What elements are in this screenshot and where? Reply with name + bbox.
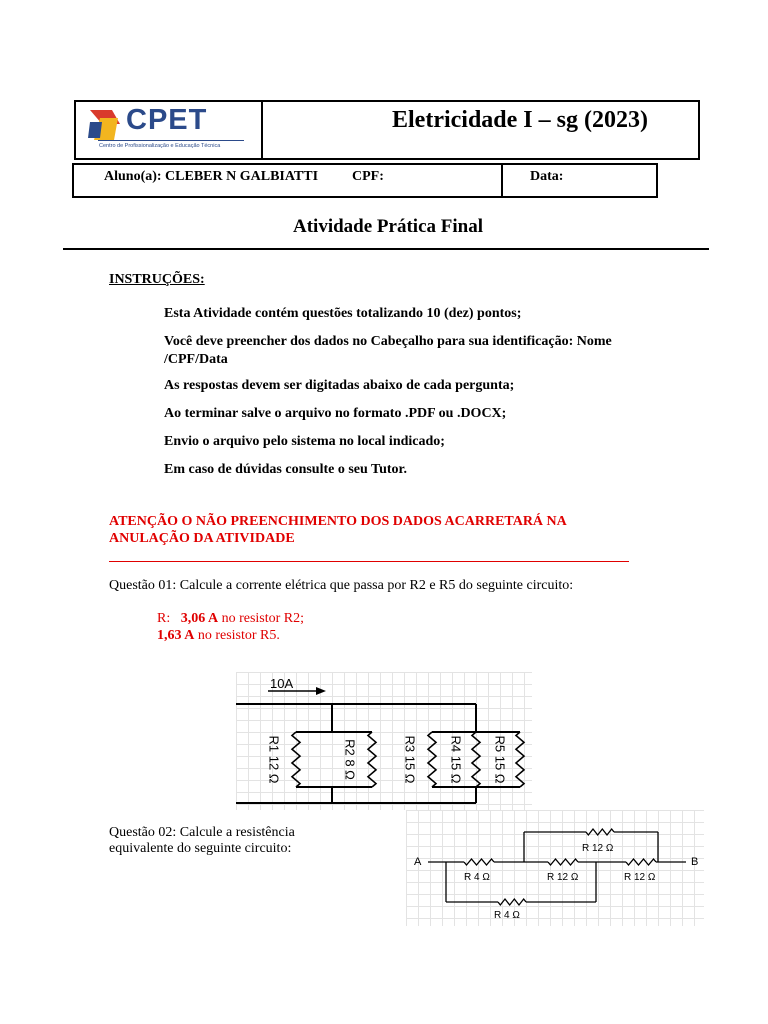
node-a-label: A (414, 856, 422, 868)
date-field[interactable]: Data: (530, 169, 564, 184)
resistor-mid (548, 859, 578, 865)
student-name-field[interactable]: Aluno(a): CLEBER N GALBIATTI (104, 169, 319, 184)
instruction-item: Em caso de dúvidas consulte o seu Tutor. (164, 462, 407, 477)
circuit-2-diagram (406, 810, 704, 926)
resistor-r4 (472, 732, 480, 787)
node-b-label: B (691, 856, 699, 868)
resistor-bottom (498, 899, 526, 905)
current-label: 10A (270, 676, 294, 691)
instructions-list (164, 305, 644, 479)
header-divider (261, 100, 263, 160)
instruction-item: Ao terminar salve o arquivo no formato .PDF ou .DOCX; (164, 406, 507, 421)
activity-title: Atividade Prática Final (293, 216, 483, 237)
warning-rule (109, 561, 629, 562)
resistor-label-bottom: R 4 Ω (494, 910, 520, 921)
resistor-label-r4: R4 15 Ω (448, 735, 464, 784)
resistor-r1 (292, 732, 300, 787)
instructions-heading: INSTRUÇÕES: (109, 272, 205, 287)
resistor-label-top: R 12 Ω (582, 843, 614, 854)
logo (86, 104, 258, 156)
resistor-r3 (428, 732, 436, 787)
question-1-answer: R: 3,06 A no resistor R2; 1,63 A no resistor R5. (157, 611, 305, 643)
title-rule (63, 248, 709, 250)
resistor-label-right: R 12 Ω (624, 872, 656, 883)
resistor-label-r3: R3 15 Ω (402, 735, 418, 784)
resistor-label-mid: R 12 Ω (547, 872, 579, 883)
resistor-top (586, 829, 614, 835)
question-1-text: Questão 01: Calcule a corrente elétrica que passa por R2 e R5 do seguinte circuito: (109, 578, 574, 593)
resistor-r5 (516, 732, 524, 787)
resistor-label-r5: R5 15 Ω (492, 735, 508, 784)
warning-text: ATENÇÃO O NÃO PREENCHIMENTO DOS DADOS ACARRETARÁ NA ANULAÇÃO DA ATIVIDADE (109, 514, 566, 546)
resistor-label-left: R 4 Ω (464, 872, 490, 883)
logo-underline (98, 140, 244, 141)
resistor-right (626, 859, 656, 865)
circuit-1-diagram (236, 672, 532, 810)
instruction-item: Esta Atividade contém questões totalizando 10 (dez) pontos; (164, 306, 522, 321)
question-2-text: Questão 02: Calcule a resistência equivalente do seguinte circuito: (109, 825, 295, 856)
resistor-label-r1: R1 12 Ω (266, 735, 282, 784)
resistor-r2 (368, 732, 376, 787)
course-title: Eletricidade I – sg (2023) (392, 107, 648, 133)
circuit-2-svg (406, 810, 704, 926)
instruction-item: Envio o arquivo pelo sistema no local indicado; (164, 434, 445, 449)
instruction-item: Você deve preencher dos dados no Cabeçalho para sua identificação: Nome /CPF/Data (164, 334, 612, 367)
logo-text: CPET (126, 104, 208, 136)
instruction-item: As respostas devem ser digitadas abaixo de cada pergunta; (164, 378, 515, 393)
resistor-left (464, 859, 494, 865)
logo-subtext: Centro de Profissionalização e Educação Técnica (99, 143, 221, 149)
cpf-field[interactable]: CPF: (352, 169, 384, 184)
student-row-divider (501, 163, 503, 198)
resistor-label-r2: R2 8 Ω (342, 739, 358, 780)
